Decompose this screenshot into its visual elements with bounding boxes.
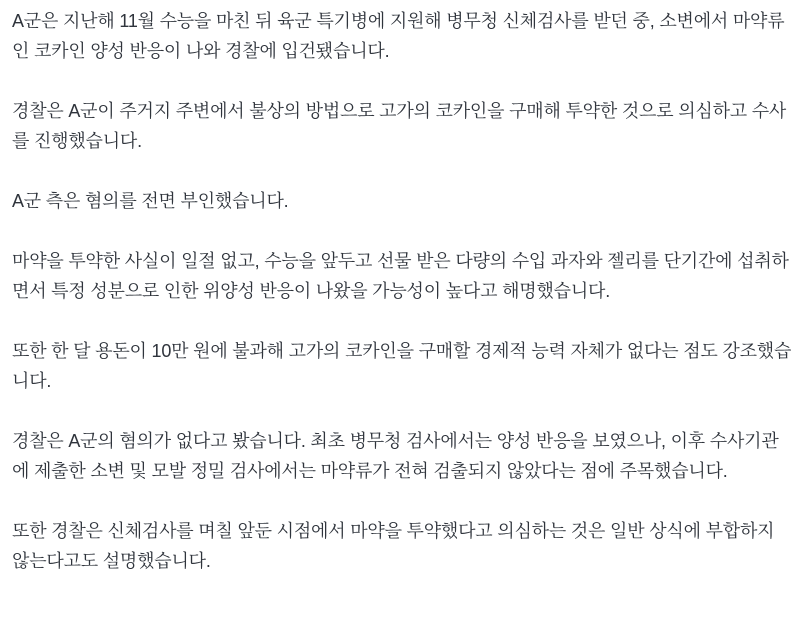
article-paragraph: A군 측은 혐의를 전면 부인했습니다. (12, 191, 289, 211)
article-paragraph: 또한 한 달 용돈이 10만 원에 불과해 고가의 코카인을 구매할 경제적 능력 자체가 없다는 점도 강조했습니다. (12, 341, 792, 391)
article-paragraph: 마약을 투약한 사실이 일절 없고, 수능을 앞두고 선물 받은 다량의 수입 과자와 젤리를 단기간에 섭취하면서 특정 성분으로 인한 위양성 반응이 나왔을 가능성이 높다고 해명했습니다. (12, 251, 789, 301)
article-paragraph: 경찰은 A군의 혐의가 없다고 봤습니다. 최초 병무청 검사에서는 양성 반응을 보였으나, 이후 수사기관에 제출한 소변 및 모발 정밀 검사에서는 마약류가 전혀 검출되지 않았다는 점에 주목했습니다. (12, 431, 779, 481)
article-paragraph: 경찰은 A군이 주거지 주변에서 불상의 방법으로 고가의 코카인을 구매해 투약한 것으로 의심하고 수사를 진행했습니다. (12, 101, 787, 151)
article-paragraph: 또한 경찰은 신체검사를 며칠 앞둔 시점에서 마약을 투약했다고 의심하는 것은 일반 상식에 부합하지 않는다고도 설명했습니다. (12, 521, 775, 571)
article-paragraph: A군은 지난해 11월 수능을 마친 뒤 육군 특기병에 지원해 병무청 신체검사를 받던 중, 소변에서 마약류인 코카인 양성 반응이 나와 경찰에 입건됐습니다. (12, 11, 785, 61)
